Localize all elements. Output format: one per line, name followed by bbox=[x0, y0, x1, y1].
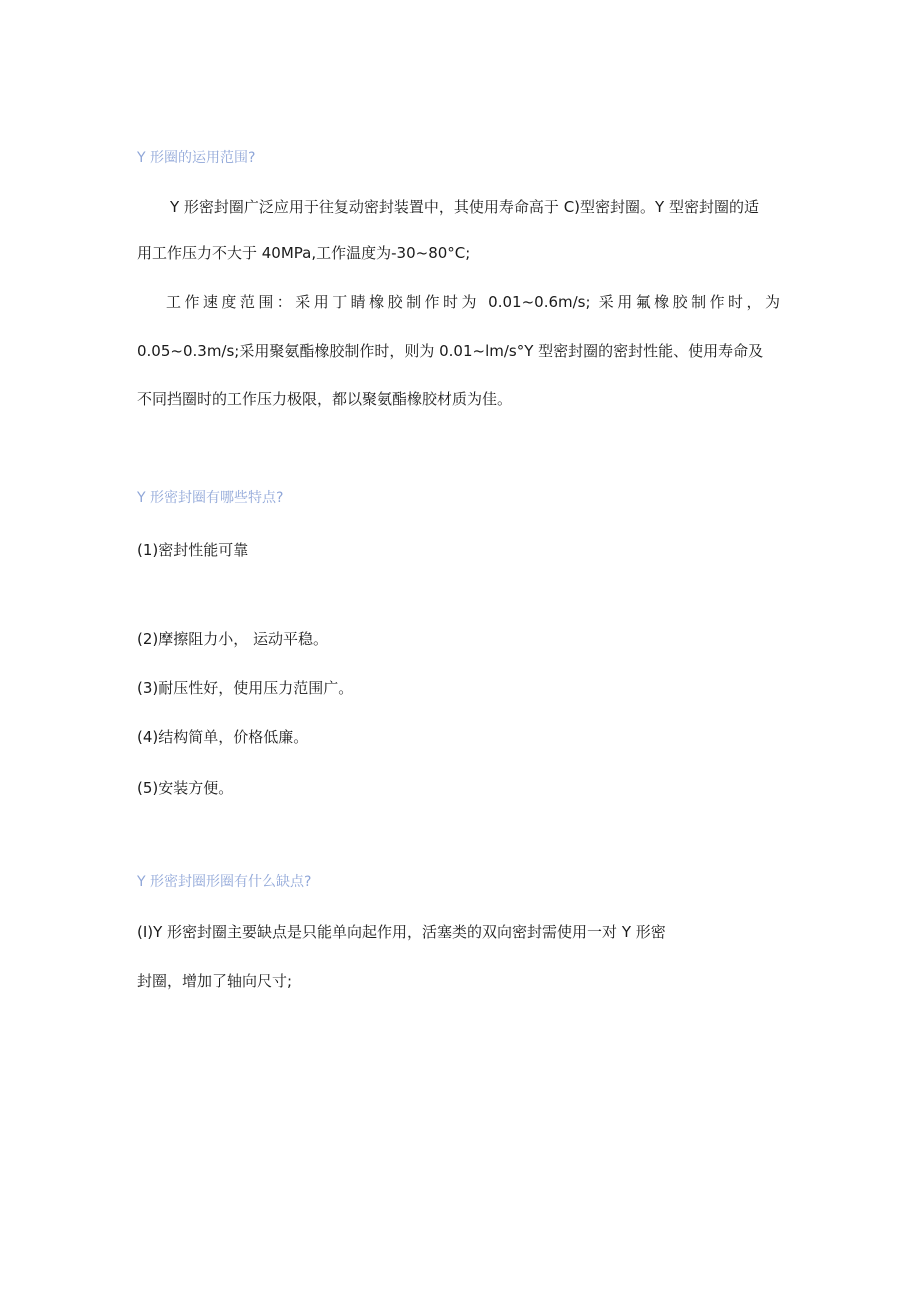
section-heading-usage-range: Y 形圈的运用范围? bbox=[137, 150, 256, 166]
paragraph-line: 不同挡圈时的工作压力极限，都以聚氨酯橡胶材质为佳。 bbox=[137, 390, 513, 408]
list-item: (3)耐压性好，使用压力范围广。 bbox=[137, 679, 354, 697]
list-item: (5)安装方便。 bbox=[137, 779, 234, 797]
list-item: (4)结构简单，价格低廉。 bbox=[137, 728, 309, 746]
paragraph-line: Y 形密封圈广泛应用于往复动密封装置中，其使用寿命高于 C)型密封圈。Y 型密封圈的适 bbox=[170, 198, 759, 216]
paragraph-line: 工作速度范围：采用丁睛橡胶制作时为 0.01~0.6m∕s; 采用氟橡胶制作时，为 bbox=[166, 293, 780, 311]
section-heading-drawbacks: Y 形密封圈形圈有什么缺点? bbox=[137, 874, 312, 890]
section-heading-features: Y 形密封圈有哪些特点? bbox=[137, 490, 284, 506]
list-item: (1)密封性能可靠 bbox=[137, 541, 249, 559]
paragraph-line: (I)Y 形密封圈主要缺点是只能单向起作用，活塞类的双向密封需使用一对 Y 形密 bbox=[137, 923, 666, 941]
list-item: (2)摩擦阻力小， 运动平稳。 bbox=[137, 630, 329, 648]
paragraph-line: 用工作压力不大于 40MPa,工作温度为-30~80°C; bbox=[137, 244, 471, 262]
paragraph-line: 封圈，增加了轴向尺寸; bbox=[137, 972, 293, 990]
paragraph-line: 0.05~0.3m∕s;采用聚氨酯橡胶制作时，则为 0.01~lm∕s°Y 型密封圈的密封性能、使用寿命及 bbox=[137, 342, 764, 360]
